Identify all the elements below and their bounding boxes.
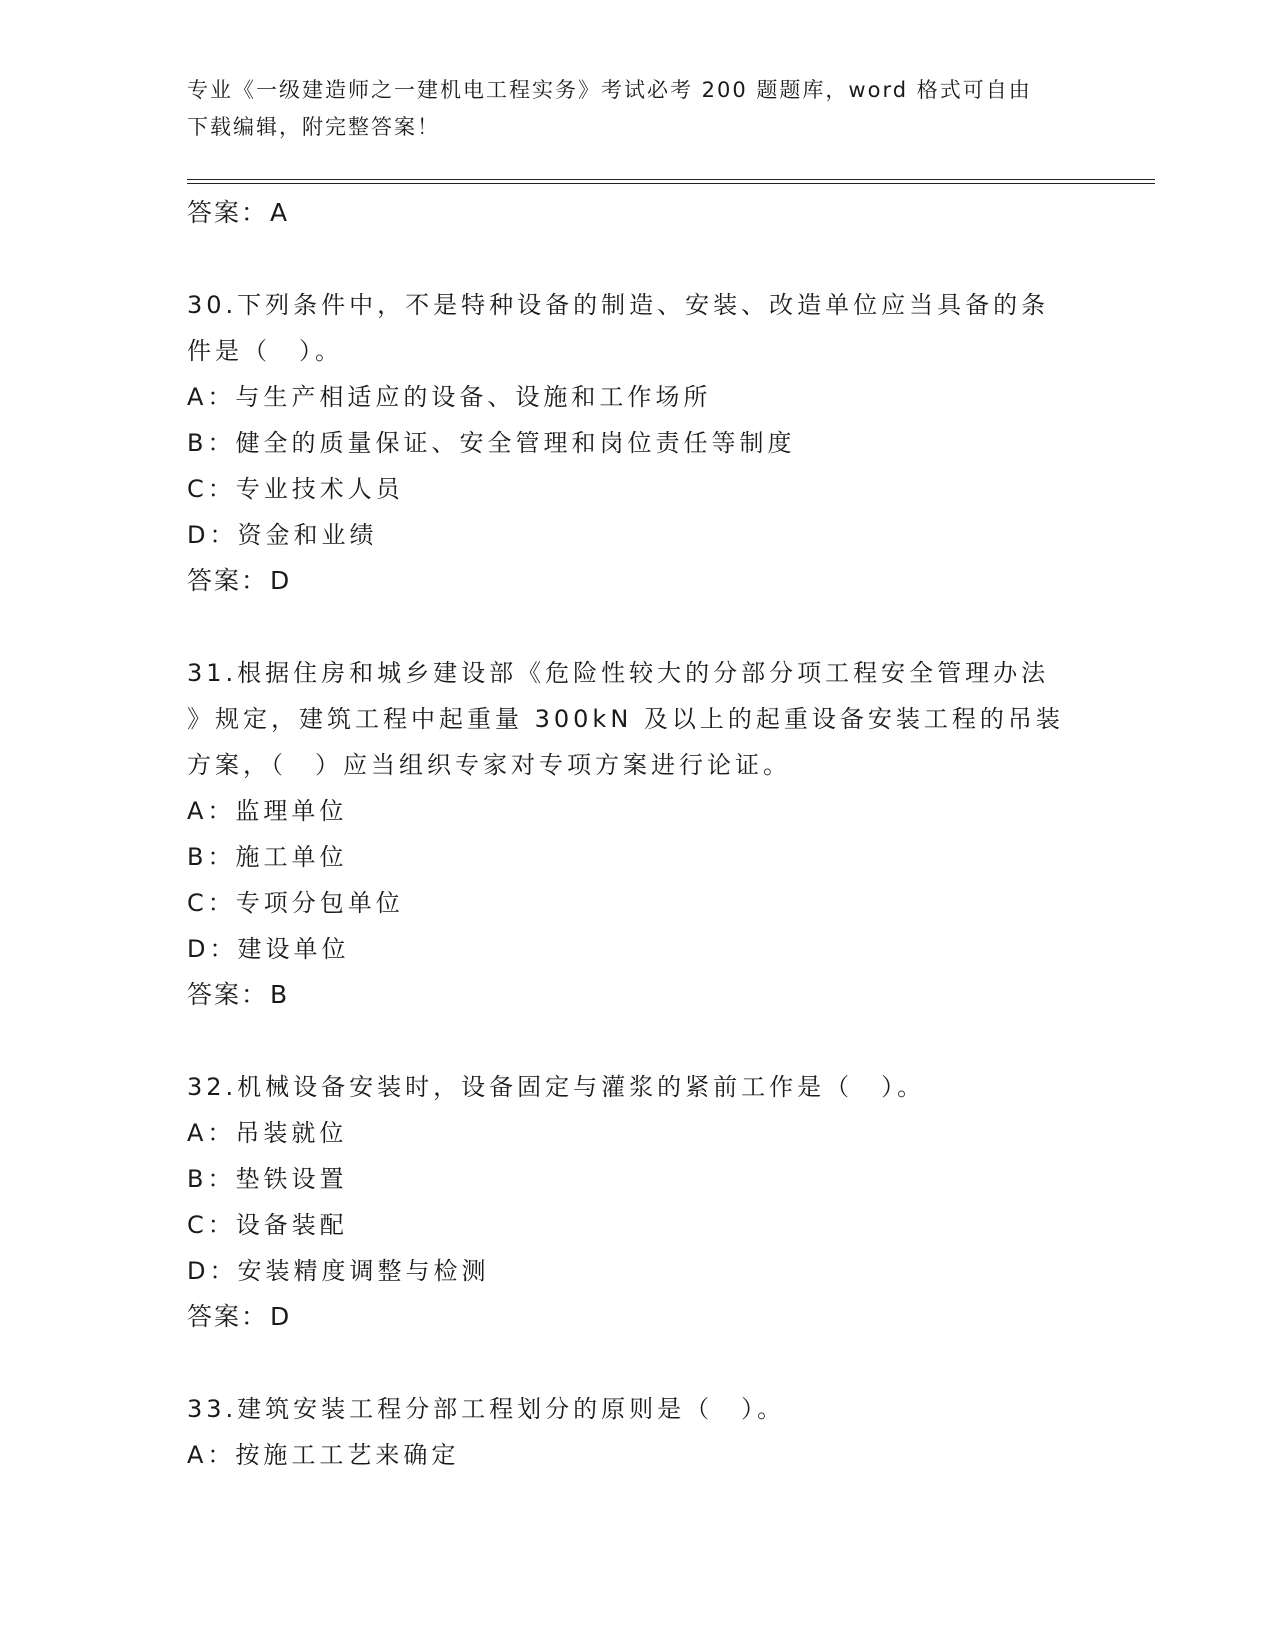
- answer-line: [187, 558, 1087, 604]
- option-d: D：资金和业绩: [187, 521, 378, 549]
- spacer: [187, 604, 1087, 650]
- option-a: A：吊装就位: [187, 1119, 348, 1147]
- question-31: [187, 650, 1087, 1018]
- question-text-line: 件是（ ）。: [187, 337, 343, 365]
- question-text-line: 33.建筑安装工程分部工程划分的原则是（ ）。: [187, 1395, 786, 1423]
- answer-value: B: [270, 980, 290, 1009]
- answer-line: [187, 1294, 1087, 1340]
- answer-label: 答案：: [187, 1302, 269, 1331]
- document-header: [187, 72, 1067, 146]
- question-text-line: 方案，（ ）应当组织专家对专项方案进行论证。: [187, 751, 791, 779]
- answer-label: 答案：: [187, 980, 269, 1009]
- option-c: C：专项分包单位: [187, 889, 404, 917]
- answer-label: 答案：: [187, 198, 269, 227]
- question-text-line: 31.根据住房和城乡建设部《危险性较大的分部分项工程安全管理办法: [187, 659, 1050, 687]
- option-d: D：安装精度调整与检测: [187, 1257, 490, 1285]
- option-b: B：施工单位: [187, 843, 348, 871]
- question-text-line: 》规定，建筑工程中起重量 300kN 及以上的起重设备安装工程的吊装: [187, 705, 1064, 733]
- answer-value: D: [270, 1302, 292, 1331]
- answer-value: A: [270, 198, 290, 227]
- answer-line: [187, 972, 1087, 1018]
- option-d: D：建设单位: [187, 935, 350, 963]
- spacer: [187, 236, 1087, 282]
- spacer: [187, 1340, 1087, 1386]
- document-body: [187, 190, 1087, 1478]
- option-a: A：监理单位: [187, 797, 348, 825]
- answer-line: [187, 190, 1087, 236]
- option-c: C：设备装配: [187, 1211, 348, 1239]
- question-32: [187, 1064, 1087, 1340]
- question-text-line: 32.机械设备安装时，设备固定与灌浆的紧前工作是（ ）。: [187, 1073, 926, 1101]
- question-text-line: 30.下列条件中，不是特种设备的制造、安装、改造单位应当具备的条: [187, 291, 1050, 319]
- question-30: [187, 282, 1087, 604]
- header-line-2: 下载编辑，附完整答案！: [187, 115, 440, 139]
- header-rule-bottom: [187, 183, 1155, 184]
- header-line-1: 专业《一级建造师之一建机电工程实务》考试必考 200 题题库，word 格式可自由: [187, 78, 1032, 102]
- answer-value: D: [270, 566, 292, 595]
- answer-label: 答案：: [187, 566, 269, 595]
- option-a: A：与生产相适应的设备、设施和工作场所: [187, 383, 712, 411]
- option-b: B：垫铁设置: [187, 1165, 348, 1193]
- spacer: [187, 1018, 1087, 1064]
- question-33: [187, 1386, 1087, 1478]
- option-b: B：健全的质量保证、安全管理和岗位责任等制度: [187, 429, 796, 457]
- option-a: A：按施工工艺来确定: [187, 1441, 460, 1469]
- header-rule-top: [187, 179, 1155, 180]
- option-c: C：专业技术人员: [187, 475, 404, 503]
